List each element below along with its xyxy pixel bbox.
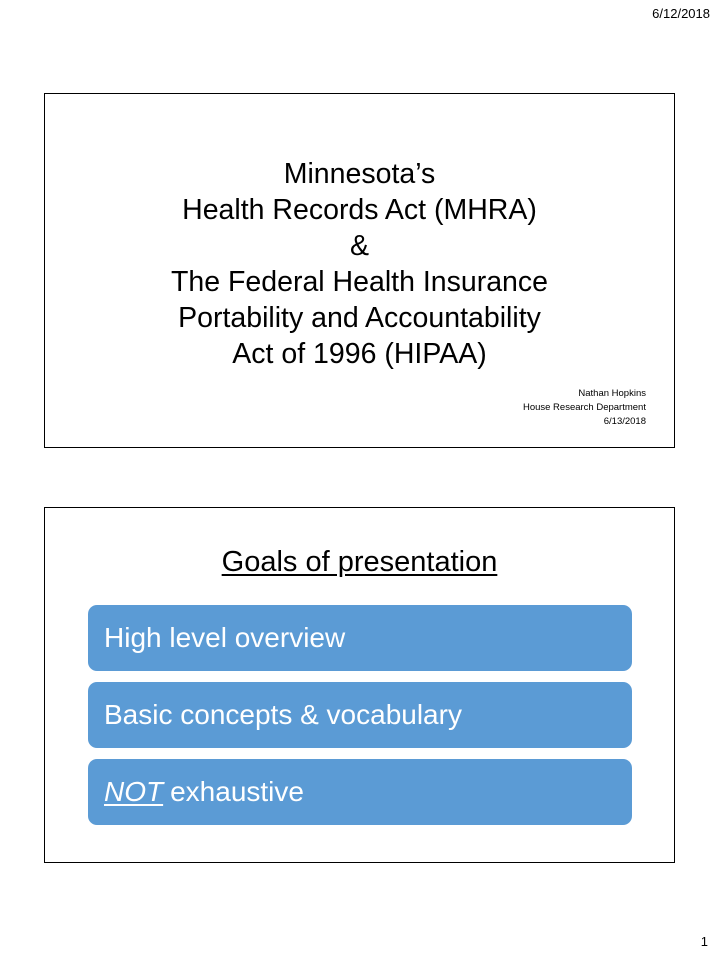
goal-item [88,759,632,825]
presentation-title [45,156,674,372]
goal-item [88,682,632,748]
goal-text: exhaustive [170,776,304,807]
title-line: The Federal Health Insurance [170,266,549,298]
slide-title-card [44,93,675,448]
goal-text: Basic concepts & vocabulary [104,699,462,730]
goal-item [88,605,632,671]
handout-date: 6/12/2018 [652,6,710,21]
title-line: & [349,230,369,262]
author-department: House Research Department [522,402,646,413]
title-line: Portability and Accountability [178,302,541,334]
presentation-date: 6/13/2018 [603,416,646,427]
title-line: Health Records Act (MHRA) [182,194,537,226]
slide-heading: Goals of presentation [221,546,498,578]
author-block [523,387,646,429]
slide-goals [44,507,675,863]
page-number: 1 [700,934,708,949]
goal-text: High level overview [104,622,346,653]
goal-list [88,605,632,836]
title-line: Minnesota’s [283,158,436,190]
author-name: Nathan Hopkins [578,388,646,399]
title-line: Act of 1996 (HIPAA) [232,338,487,370]
goal-emphasis: NOT [104,776,164,807]
